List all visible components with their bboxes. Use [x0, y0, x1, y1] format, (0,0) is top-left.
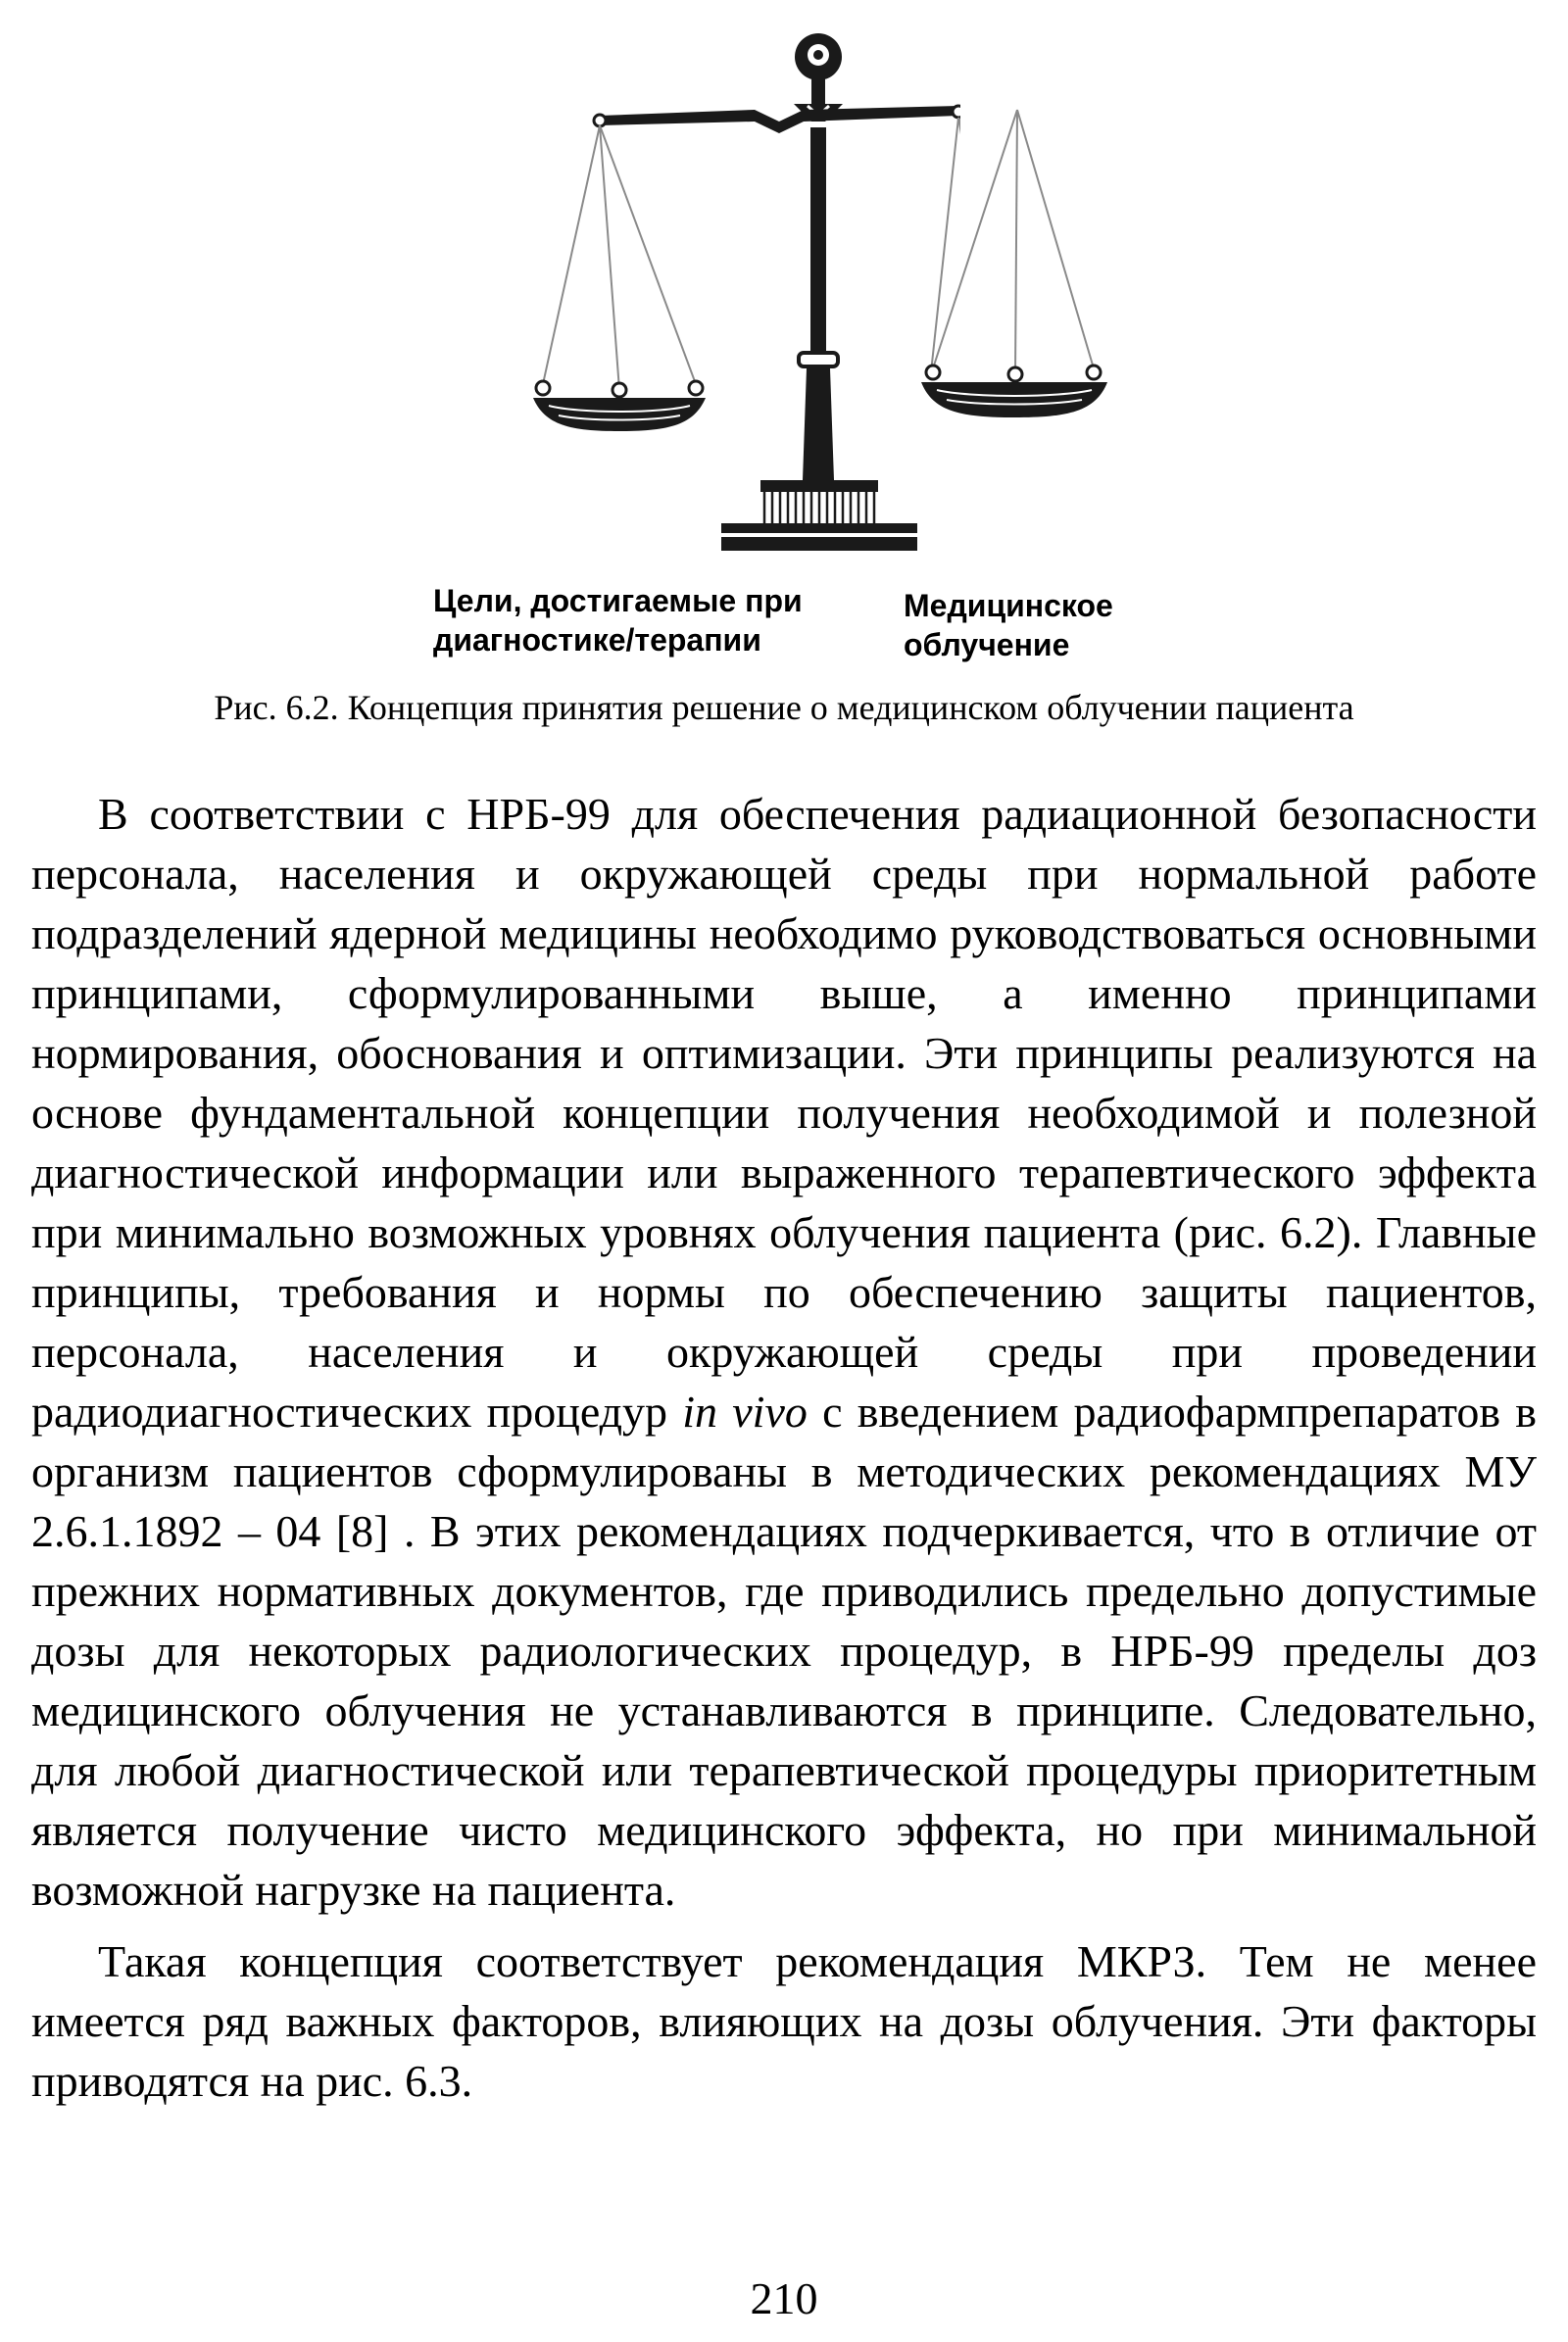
figure-label-goals-line2: диагностике/терапии: [433, 622, 761, 658]
page-number: 210: [750, 2273, 818, 2323]
scale-column: [721, 127, 917, 551]
paragraph-1-text-a: В соответствии с НРБ-99 для обеспечения радиационной безопасности персонала, населения и окружающей среды при нормальной работе подразделений ядерной медицины необходимо руководствоваться основными принципами, сформулированными выше, а именно принципами нормирования, обоснования и оптимизации. Эти принципы реализуются на основе фундаментальной концепции получения необходимой и полезной диагностической информации или выраженного терапевтического эффекта при минимально возможных уровнях облучения пациента (рис. 6.2). Главные принципы, требования и нормы по обеспечению защиты пациентов, персонала, населения и окружающей среды при проведении радиодиагностических процедур: [31, 789, 1537, 1437]
paragraph-2: Такая концепция соответствует рекомендация МКРЗ. Тем не менее имеется ряд важных факторов, влияющих на дозы облучения. Эти факторы приводятся на рис. 6.3.: [31, 1936, 1537, 2106]
paragraph-1-italic-term: in vivo: [682, 1387, 808, 1437]
paragraph-1-text-b: с введением радиофармпрепаратов в организм пациентов сформулированы в методических рекомендациях МУ 2.6.1.1892 – 04 [8] . В этих рекомендациях подчеркивается, что в отличие от прежних нормативных документов, где приводились предельно допустимые дозы для некоторых радиологических процедур, в НРБ-99 пределы доз медицинского облучения не устанавливаются в принципе. Следовательно, для любой диагностической или терапевтической процедуры приоритетным является получение чисто медицинского эффекта, но при минимальной возможной нагрузке на пациента.: [31, 1387, 1537, 1915]
scale-finial: [794, 33, 843, 122]
body-text: [31, 784, 1537, 2111]
scale-beam: [594, 106, 960, 133]
paragraph-1: [31, 784, 1537, 1920]
figure-caption: Рис. 6.2. Концепция принятия решение о медицинском облучении пациента: [214, 688, 1354, 727]
figure-label-goals-line1: Цели, достигаемые при: [433, 583, 803, 618]
figure-label-goals: [433, 581, 803, 659]
scale-right-pan-bowl: [911, 20, 1127, 451]
scales-illustration: [529, 20, 960, 554]
figure-label-exposure-line2: облучение: [904, 627, 1070, 662]
figure-label-exposure-line1: Медицинское: [904, 588, 1113, 623]
figure-label-exposure: [904, 586, 1113, 664]
scale-left-pan: [533, 125, 706, 431]
